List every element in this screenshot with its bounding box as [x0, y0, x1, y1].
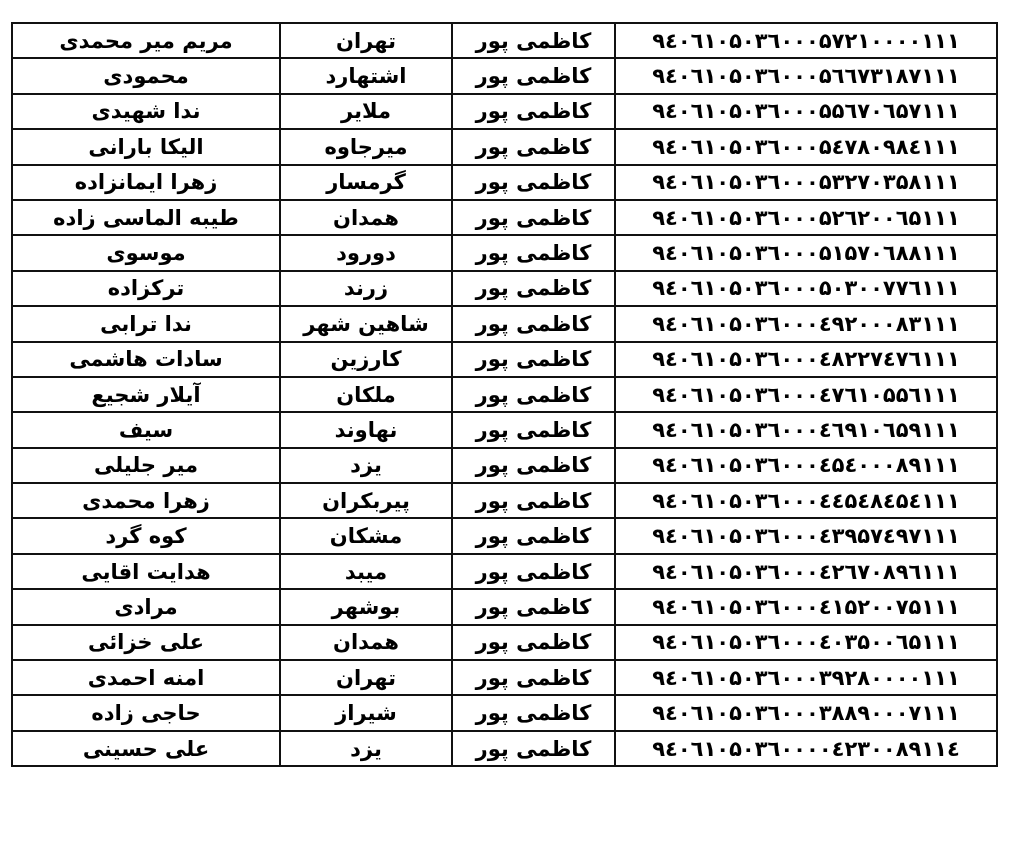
record-code-cell: ۹٤۰٦۱۰۵۰۳٦۰۰۰۰٤۲۳۰۰۸۹۱۱٤ — [615, 731, 997, 766]
person-name-cell: علی خزائی — [12, 625, 280, 660]
record-code-cell: ۹٤۰٦۱۰۵۰۳٦۰۰۰٤٦۹۱۰٦۵۹۱۱۱ — [615, 412, 997, 447]
table-row — [12, 23, 997, 58]
person-name-cell: مریم میر محمدی — [12, 23, 280, 58]
table-row — [12, 448, 997, 483]
table-row — [12, 554, 997, 589]
surname-cell: کاظمی پور — [452, 660, 615, 695]
table-row — [12, 165, 997, 200]
person-name-cell: هدایت اقایی — [12, 554, 280, 589]
city-cell: همدان — [280, 200, 452, 235]
surname-cell: کاظمی پور — [452, 518, 615, 553]
city-cell: یزد — [280, 731, 452, 766]
city-cell: زرند — [280, 271, 452, 306]
records-table-body — [12, 23, 997, 766]
surname-cell: کاظمی پور — [452, 235, 615, 270]
table-row — [12, 306, 997, 341]
table-row — [12, 94, 997, 129]
city-cell: میرجاوه — [280, 129, 452, 164]
record-code-cell: ۹٤۰٦۱۰۵۰۳٦۰۰۰٤۱۵۲۰۰۷۵۱۱۱ — [615, 589, 997, 624]
person-name-cell: زهرا ایمانزاده — [12, 165, 280, 200]
surname-cell: کاظمی پور — [452, 129, 615, 164]
person-name-cell: سیف — [12, 412, 280, 447]
table-row — [12, 625, 997, 660]
record-code-cell: ۹٤۰٦۱۰۵۰۳٦۰۰۰۵٦٦۷۳۱۸۷۱۱۱ — [615, 58, 997, 93]
table-row — [12, 235, 997, 270]
table-row — [12, 483, 997, 518]
surname-cell: کاظمی پور — [452, 271, 615, 306]
city-cell: پیربکران — [280, 483, 452, 518]
table-row — [12, 731, 997, 766]
surname-cell: کاظمی پور — [452, 448, 615, 483]
record-code-cell: ۹٤۰٦۱۰۵۰۳٦۰۰۰٤۲٦۷۰۸۹٦۱۱۱ — [615, 554, 997, 589]
person-name-cell: ترکزاده — [12, 271, 280, 306]
city-cell: شیراز — [280, 695, 452, 730]
surname-cell: کاظمی پور — [452, 200, 615, 235]
table-row — [12, 271, 997, 306]
surname-cell: کاظمی پور — [452, 23, 615, 58]
city-cell: گرمسار — [280, 165, 452, 200]
person-name-cell: موسوی — [12, 235, 280, 270]
record-code-cell: ۹٤۰٦۱۰۵۰۳٦۰۰۰٤۹۲۰۰۰۸۳۱۱۱ — [615, 306, 997, 341]
person-name-cell: سادات هاشمی — [12, 342, 280, 377]
person-name-cell: ندا شهیدی — [12, 94, 280, 129]
record-code-cell: ۹٤۰٦۱۰۵۰۳٦۰۰۰۳۸۸۹۰۰۰۷۱۱۱ — [615, 695, 997, 730]
surname-cell: کاظمی پور — [452, 589, 615, 624]
city-cell: ملایر — [280, 94, 452, 129]
person-name-cell: طیبه الماسی زاده — [12, 200, 280, 235]
surname-cell: کاظمی پور — [452, 483, 615, 518]
records-sheet — [11, 22, 996, 767]
table-row — [12, 660, 997, 695]
surname-cell: کاظمی پور — [452, 165, 615, 200]
record-code-cell: ۹٤۰٦۱۰۵۰۳٦۰۰۰۵٤۷۸۰۹۸٤۱۱۱ — [615, 129, 997, 164]
person-name-cell: الیکا بارانی — [12, 129, 280, 164]
record-code-cell: ۹٤۰٦۱۰۵۰۳٦۰۰۰٤۵٤۰۰۰۸۹۱۱۱ — [615, 448, 997, 483]
table-row — [12, 695, 997, 730]
city-cell: تهران — [280, 660, 452, 695]
person-name-cell: مرادی — [12, 589, 280, 624]
city-cell: نهاوند — [280, 412, 452, 447]
record-code-cell: ۹٤۰٦۱۰۵۰۳٦۰۰۰۳۹۲۸۰۰۰۰۱۱۱ — [615, 660, 997, 695]
city-cell: دورود — [280, 235, 452, 270]
record-code-cell: ۹٤۰٦۱۰۵۰۳٦۰۰۰٤٤۵٤۸٤۵٤۱۱۱ — [615, 483, 997, 518]
surname-cell: کاظمی پور — [452, 554, 615, 589]
record-code-cell: ۹٤۰٦۱۰۵۰۳٦۰۰۰٤۸۲۲۷٤۷٦۱۱۱ — [615, 342, 997, 377]
table-row — [12, 200, 997, 235]
table-row — [12, 377, 997, 412]
surname-cell: کاظمی پور — [452, 412, 615, 447]
record-code-cell: ۹٤۰٦۱۰۵۰۳٦۰۰۰۵۷۲۱۰۰۰۰۱۱۱ — [615, 23, 997, 58]
surname-cell: کاظمی پور — [452, 625, 615, 660]
person-name-cell: میر جلیلی — [12, 448, 280, 483]
table-row — [12, 589, 997, 624]
city-cell: شاهین شهر — [280, 306, 452, 341]
city-cell: همدان — [280, 625, 452, 660]
table-row — [12, 518, 997, 553]
record-code-cell: ۹٤۰٦۱۰۵۰۳٦۰۰۰۵۰۳۰۰۷۷٦۱۱۱ — [615, 271, 997, 306]
city-cell: تهران — [280, 23, 452, 58]
record-code-cell: ۹٤۰٦۱۰۵۰۳٦۰۰۰۵۲٦۲۰۰٦۵۱۱۱ — [615, 200, 997, 235]
city-cell: ملکان — [280, 377, 452, 412]
record-code-cell: ۹٤۰٦۱۰۵۰۳٦۰۰۰٤۳۹۵۷٤۹۷۱۱۱ — [615, 518, 997, 553]
record-code-cell: ۹٤۰٦۱۰۵۰۳٦۰۰۰۵۱۵۷۰٦۸۸۱۱۱ — [615, 235, 997, 270]
person-name-cell: ندا ترابی — [12, 306, 280, 341]
table-row — [12, 412, 997, 447]
surname-cell: کاظمی پور — [452, 695, 615, 730]
city-cell: مشکان — [280, 518, 452, 553]
surname-cell: کاظمی پور — [452, 377, 615, 412]
table-row — [12, 58, 997, 93]
record-code-cell: ۹٤۰٦۱۰۵۰۳٦۰۰۰٤۷٦۱۰۵۵٦۱۱۱ — [615, 377, 997, 412]
person-name-cell: آیلار شجیع — [12, 377, 280, 412]
record-code-cell: ۹٤۰٦۱۰۵۰۳٦۰۰۰۵۵٦۷۰٦۵۷۱۱۱ — [615, 94, 997, 129]
person-name-cell: محمودی — [12, 58, 280, 93]
surname-cell: کاظمی پور — [452, 731, 615, 766]
table-row — [12, 342, 997, 377]
person-name-cell: زهرا محمدی — [12, 483, 280, 518]
record-code-cell: ۹٤۰٦۱۰۵۰۳٦۰۰۰٤۰۳۵۰۰٦۵۱۱۱ — [615, 625, 997, 660]
record-code-cell: ۹٤۰٦۱۰۵۰۳٦۰۰۰۵۳۲۷۰۳۵۸۱۱۱ — [615, 165, 997, 200]
records-table — [11, 22, 998, 767]
surname-cell: کاظمی پور — [452, 342, 615, 377]
surname-cell: کاظمی پور — [452, 94, 615, 129]
table-row — [12, 129, 997, 164]
surname-cell: کاظمی پور — [452, 58, 615, 93]
city-cell: یزد — [280, 448, 452, 483]
person-name-cell: امنه احمدی — [12, 660, 280, 695]
city-cell: اشتهارد — [280, 58, 452, 93]
person-name-cell: کوه گرد — [12, 518, 280, 553]
city-cell: میبد — [280, 554, 452, 589]
city-cell: بوشهر — [280, 589, 452, 624]
city-cell: کارزین — [280, 342, 452, 377]
surname-cell: کاظمی پور — [452, 306, 615, 341]
person-name-cell: علی حسینی — [12, 731, 280, 766]
person-name-cell: حاجی زاده — [12, 695, 280, 730]
